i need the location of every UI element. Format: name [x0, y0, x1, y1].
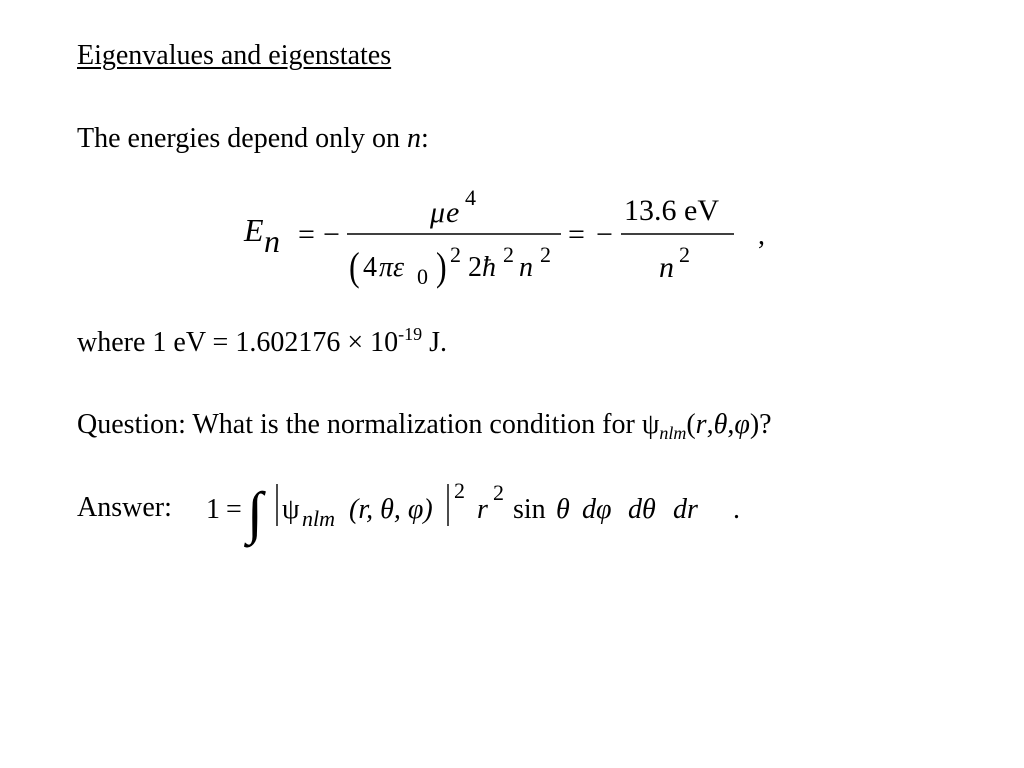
answer-label: Answer:: [77, 492, 172, 523]
rhs-denominator-n: n: [659, 251, 674, 284]
energy-subscript: n: [264, 223, 280, 259]
answer-dtheta: dθ: [628, 494, 656, 525]
question-psi-subscript: nlm: [659, 423, 687, 443]
question-comma-2: ,: [727, 409, 735, 440]
answer-one: 1: [206, 494, 220, 525]
energy-symbol: E: [244, 212, 264, 248]
question-close: )?: [749, 409, 772, 440]
question-r: r: [695, 409, 707, 440]
answer-equals: =: [226, 494, 242, 525]
question-text: Question: What is the normalization condition for: [77, 409, 642, 440]
answer-psi-subscript: nlm: [302, 506, 335, 531]
answer-arguments: (r, θ, φ): [349, 494, 433, 525]
question-open-paren: (: [686, 409, 696, 440]
ev-conversion-unit: J.: [422, 327, 448, 358]
minus-sign-1: −: [323, 218, 340, 251]
heading: Eigenvalues and eigenstates: [77, 40, 392, 71]
answer-dr: dr: [673, 494, 698, 525]
paren-exponent: 2: [450, 242, 461, 267]
denominator-open-paren: (: [349, 244, 360, 289]
abs-exponent: 2: [454, 478, 465, 503]
equals-sign-1: =: [298, 218, 315, 251]
ev-conversion-exponent: -19: [398, 324, 423, 344]
answer-r-exponent: 2: [493, 480, 504, 505]
minus-sign-2: −: [596, 218, 613, 251]
answer-theta: θ: [556, 494, 570, 525]
denominator-n-exponent: 2: [540, 242, 551, 267]
denominator-four: 4: [363, 252, 377, 283]
epsilon-subscript: 0: [417, 264, 428, 289]
rydberg-value: 13.6 eV: [624, 194, 719, 227]
rhs-denominator-exponent: 2: [679, 242, 690, 267]
answer-r: r: [477, 494, 488, 525]
denominator-two: 2: [468, 252, 482, 283]
charge-exponent: 4: [465, 185, 476, 210]
ev-conversion-text: where 1 eV = 1.602176 × 10: [77, 327, 399, 358]
question-theta: θ: [713, 409, 728, 440]
question-phi: φ: [734, 409, 750, 440]
answer-period: .: [733, 494, 740, 525]
hbar-exponent: 2: [503, 242, 514, 267]
question-comma-1: ,: [706, 409, 714, 440]
denominator-n: n: [519, 252, 533, 283]
energies-colon: :: [420, 123, 429, 154]
answer-psi: ψ: [282, 494, 300, 525]
answer-sin: sin: [513, 494, 546, 525]
denominator-pi: π: [379, 252, 394, 283]
hbar-symbol: ħ: [482, 252, 496, 283]
charge-symbol: e: [446, 196, 460, 229]
energies-text: The energies depend only on: [77, 123, 407, 154]
energies-variable: n: [406, 123, 421, 154]
question-psi: ψ: [641, 409, 660, 440]
integral-sign: ∫: [247, 480, 263, 545]
answer-dphi: dφ: [582, 494, 612, 525]
reduced-mass-symbol: μ: [430, 196, 446, 229]
equals-sign-2: =: [568, 218, 585, 251]
denominator-close-paren: ): [436, 244, 447, 289]
denominator-epsilon: ε: [393, 252, 405, 283]
equation-comma: ,: [758, 220, 765, 251]
